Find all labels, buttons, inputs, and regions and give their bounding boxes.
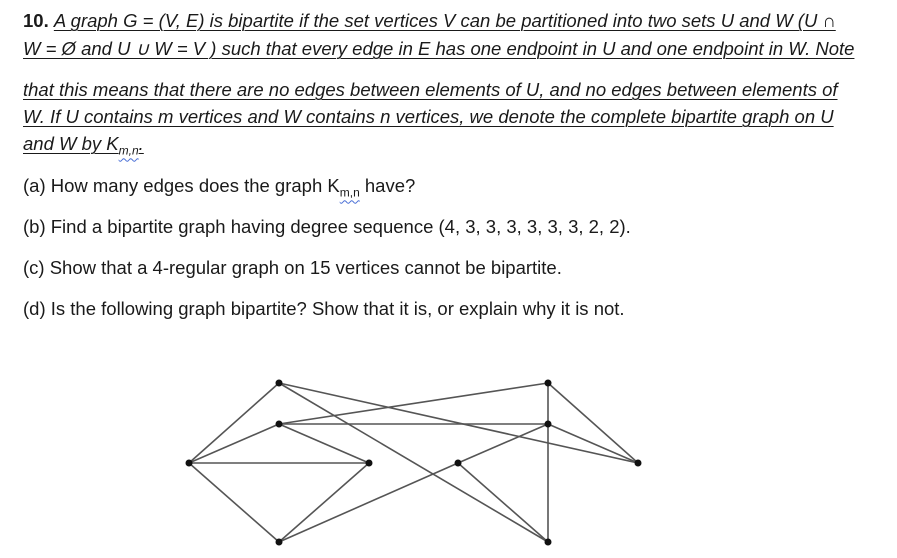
graph-edge-v2-v9	[279, 383, 638, 463]
part-a-end: have?	[359, 175, 416, 196]
problem-number: 10.	[23, 10, 49, 31]
graph-edge-v3-v5	[279, 424, 369, 463]
graph-edge-v7-v8	[279, 463, 458, 542]
graph-edge-v4-v9	[548, 383, 638, 463]
graph-vertex-v3	[276, 421, 283, 428]
problem-text-line-5-end: .	[138, 133, 144, 154]
problem-text-line-2: W = Ø and U ∪ W = V ) such that every edge in E has one endpoint in U and one endpoint in W. Note	[23, 38, 855, 59]
graph-vertex-v7	[276, 539, 283, 546]
problem-text-line-3: that this means that there are no edges between elements of U, and no edges between elements of	[23, 79, 838, 100]
graph-edge-v1-v2	[189, 383, 279, 463]
graph-vertex-v8	[455, 460, 462, 467]
part-a-text: (a) How many edges does the graph K	[23, 175, 340, 196]
graph-edge-v1-v7	[189, 463, 279, 542]
part-d: (d) Is the following graph bipartite? Show that it is, or explain why it is not.	[23, 298, 625, 319]
graph-edge-v1-v3	[189, 424, 279, 463]
graph-vertex-v5	[366, 460, 373, 467]
graph-edge-v3-v4	[279, 383, 548, 424]
graph-vertex-v10	[545, 539, 552, 546]
graph-vertex-v9	[635, 460, 642, 467]
graph-vertex-v6	[545, 421, 552, 428]
graph-edge-v8-v10	[458, 463, 548, 542]
problem-text-line-4: W. If U contains m vertices and W contains n vertices, we denote the complete bipartite graph on U	[23, 106, 834, 127]
problem-text-line-5-main: and W by K	[23, 133, 119, 154]
graph-edge-v5-v7	[279, 463, 369, 542]
km-n-subscript: m,n	[118, 143, 139, 158]
graph-vertex-v2	[276, 380, 283, 387]
part-b: (b) Find a bipartite graph having degree sequence (4, 3, 3, 3, 3, 3, 3, 2, 2).	[23, 216, 631, 237]
graph-edge-v6-v8	[458, 424, 548, 463]
part-c: (c) Show that a 4-regular graph on 15 vertices cannot be bipartite.	[23, 257, 562, 278]
problem-text-line-1: A graph G = (V, E) is bipartite if the set vertices V can be partitioned into two sets U and W (U ∩	[53, 10, 836, 31]
graph-vertex-v1	[186, 460, 193, 467]
graph-edge-v6-v9	[548, 424, 638, 463]
part-a-subscript: m,n	[339, 185, 360, 200]
graph-vertex-v4	[545, 380, 552, 387]
